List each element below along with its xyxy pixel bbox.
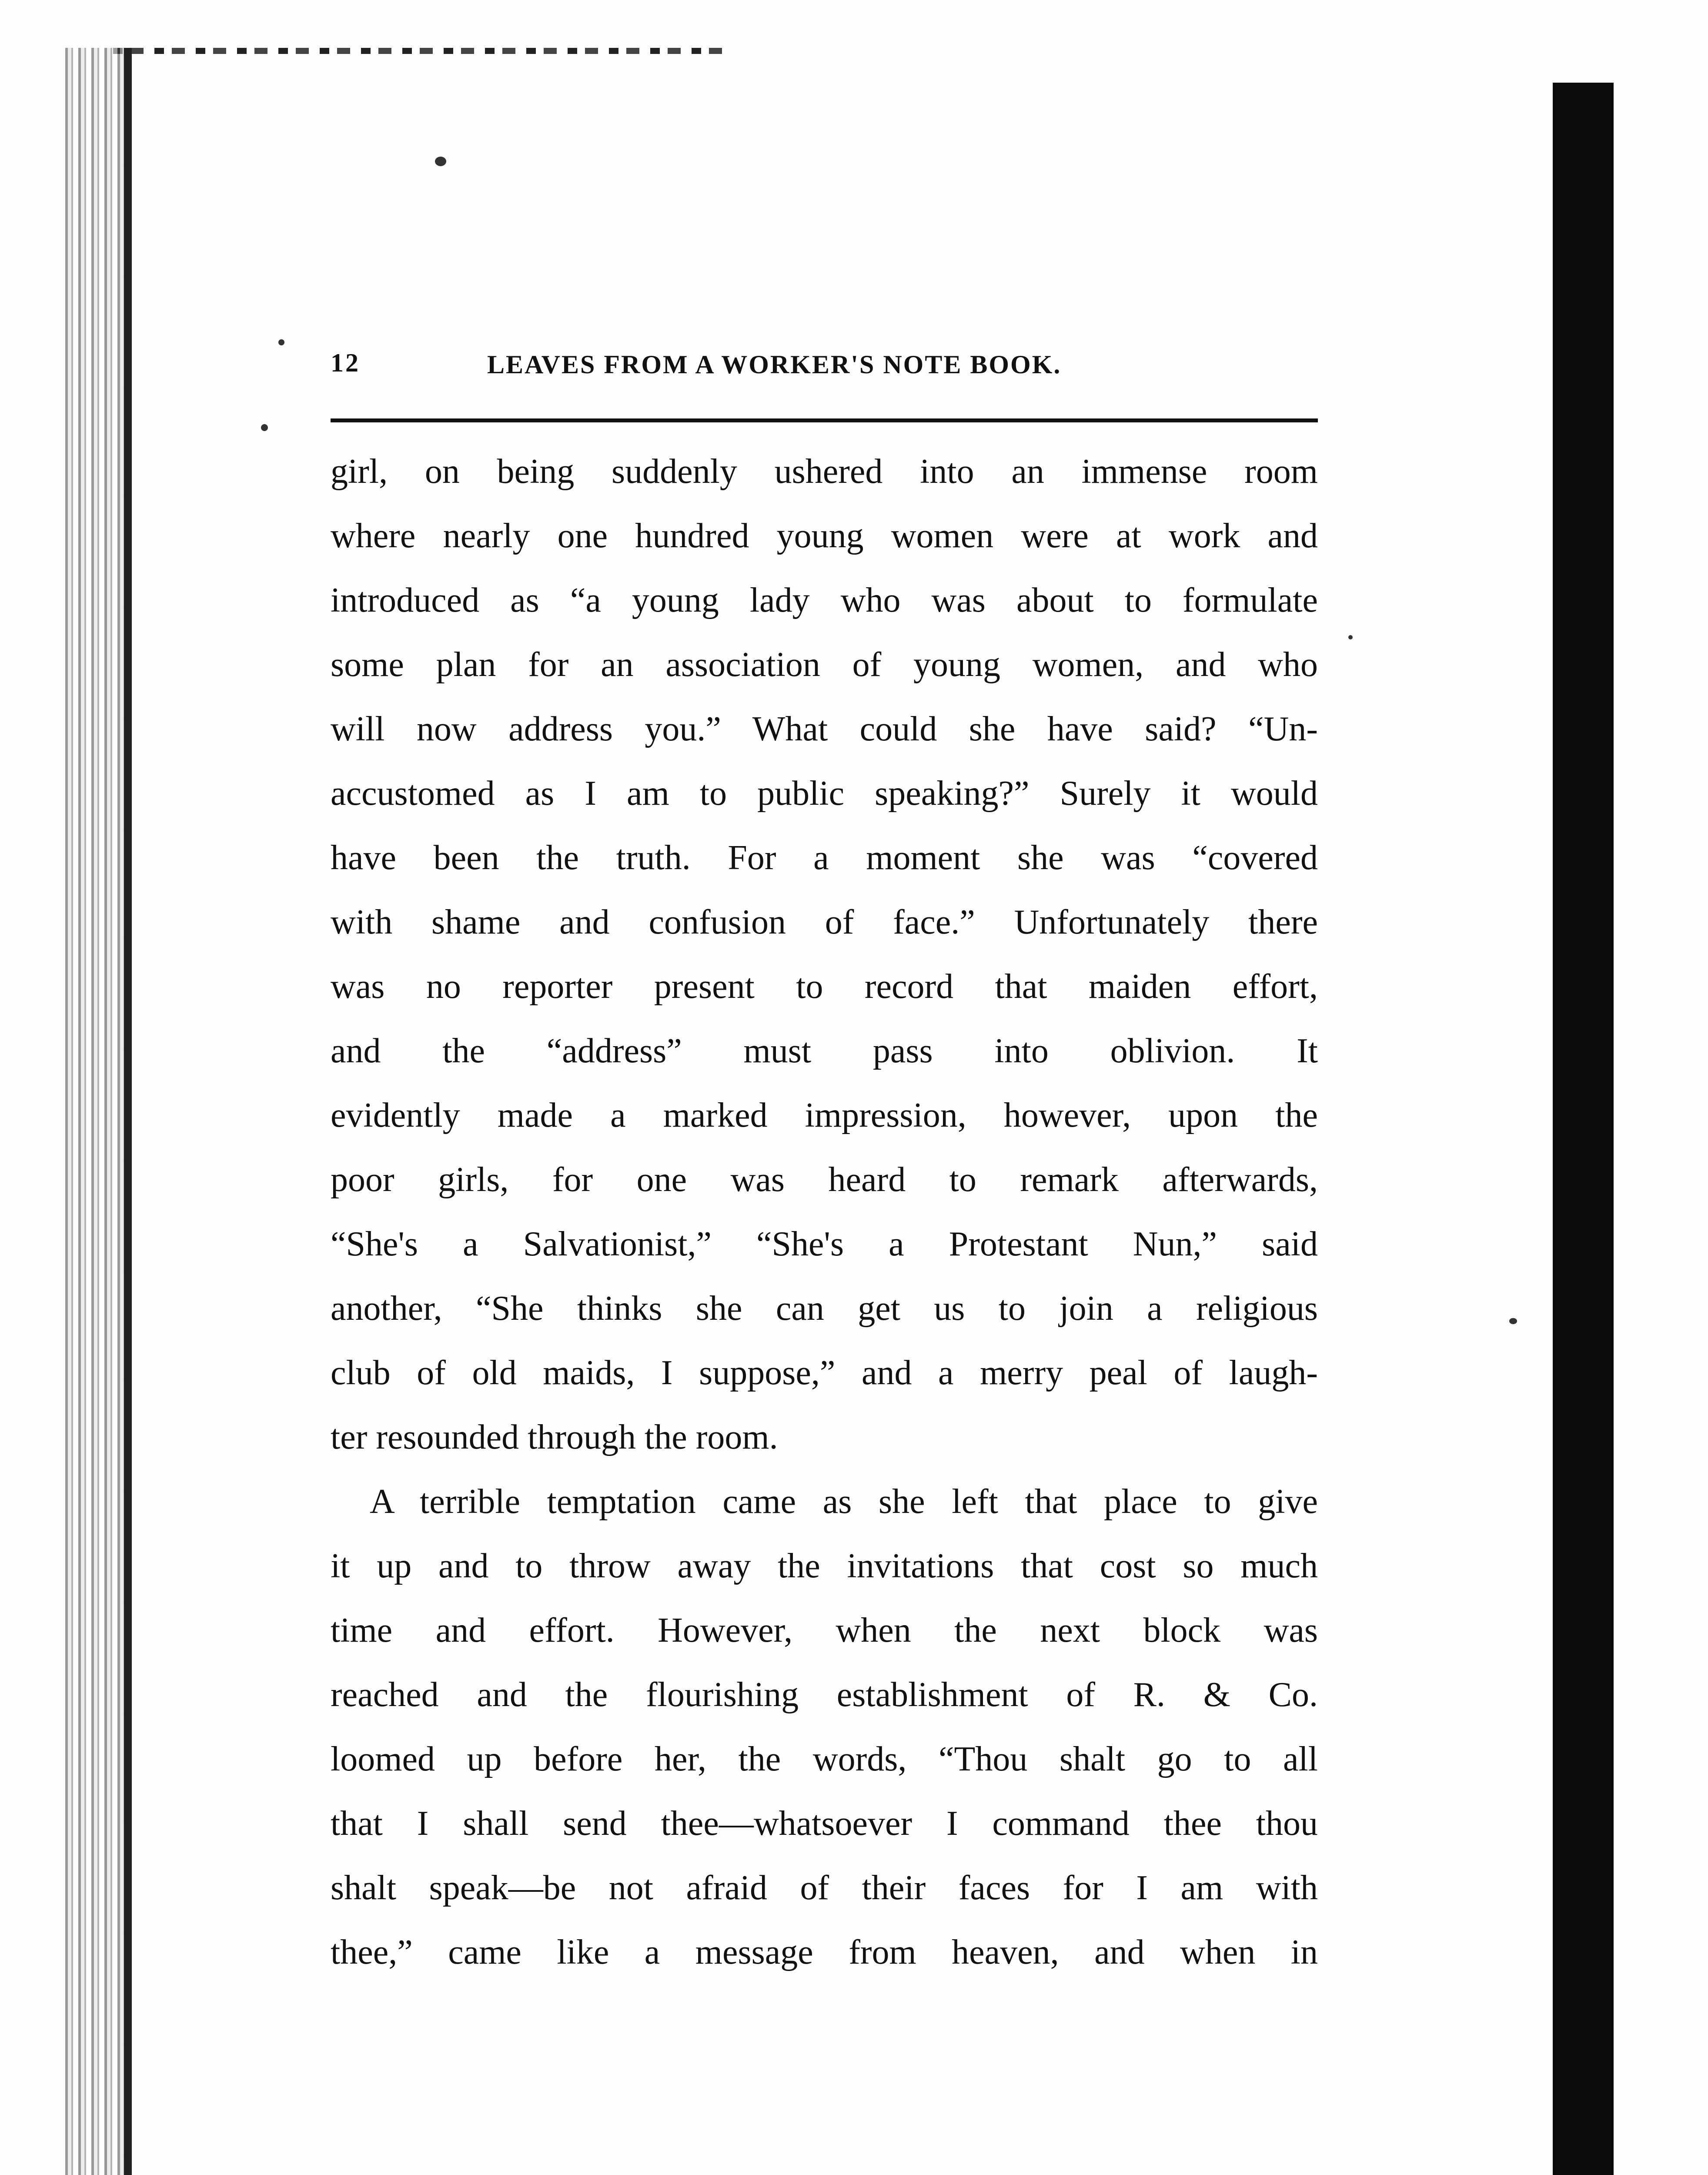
text-line: was no reporter present to record that maiden effort, [331, 967, 1318, 1006]
text-line: another, “She thinks she can get us to join a religious [331, 1289, 1318, 1328]
text-line: time and effort. However, when the next block was [331, 1611, 1318, 1650]
text-line: shalt speak—be not afraid of their faces for I am with [331, 1869, 1318, 1907]
text-line: loomed up before her, the words, “Thou shalt go to all [331, 1740, 1318, 1778]
text-line: evidently made a marked impression, however, upon the [331, 1096, 1318, 1134]
header-rule [331, 418, 1318, 422]
scan-shadow-bar [1553, 83, 1614, 2175]
scan-speck [435, 157, 446, 166]
scan-speck [1509, 1318, 1517, 1324]
text-line: “She's a Salvationist,” “She's a Protestant Nun,” said [331, 1225, 1318, 1263]
text-line: girl, on being suddenly ushered into an immense room [331, 452, 1318, 491]
text-line: A terrible temptation came as she left that place to give [370, 1482, 1318, 1521]
page-number: 12 [331, 348, 360, 377]
text-line: some plan for an association of young women, and who [331, 646, 1318, 684]
text-line: and the “address” must pass into oblivion. It [331, 1032, 1318, 1070]
scan-speck [1348, 635, 1353, 639]
text-line: that I shall send thee—whatsoever I command thee thou [331, 1804, 1318, 1843]
scan-binding-line [124, 48, 132, 2175]
text-line: where nearly one hundred young women were at work and [331, 517, 1318, 555]
scan-speck [261, 424, 268, 431]
text-line: thee,” came like a message from heaven, and when in [331, 1933, 1318, 1971]
text-line: introduced as “a young lady who was about to formulate [331, 581, 1318, 619]
scan-speck [278, 339, 284, 345]
running-title: LEAVES FROM A WORKER'S NOTE BOOK. [487, 350, 1062, 379]
text-line: have been the truth. For a moment she was “covered [331, 839, 1318, 877]
scan-binding-edge [65, 48, 130, 2175]
text-line: club of old maids, I suppose,” and a merry peal of laugh- [331, 1354, 1318, 1392]
text-line: it up and to throw away the invitations that cost so much [331, 1547, 1318, 1585]
text-line: ter resounded through the room. [331, 1418, 778, 1456]
body-text [331, 439, 1318, 1984]
text-line: with shame and confusion of face.” Unfortunately there [331, 903, 1318, 941]
text-line: reached and the flourishing establishment of R. & Co. [331, 1676, 1318, 1714]
scan-artifact-top [113, 48, 731, 54]
text-line: will now address you.” What could she have said? “Un- [331, 710, 1318, 748]
text-line: poor girls, for one was heard to remark afterwards, [331, 1161, 1318, 1199]
running-head [331, 348, 1318, 396]
text-line: accustomed as I am to public speaking?” Surely it would [331, 774, 1318, 813]
